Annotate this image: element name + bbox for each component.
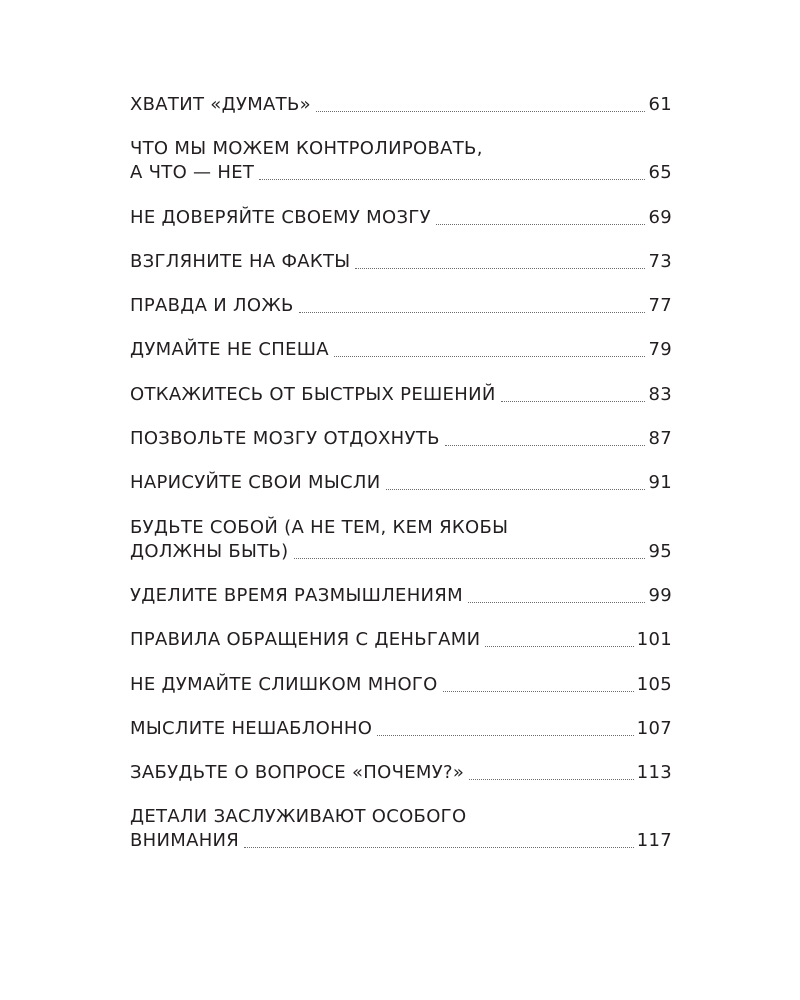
toc-entry-title: МЫСЛИТЕ НЕШАБЛОННО [130,717,373,739]
toc-entry[interactable] [130,471,672,495]
toc-page-number: 69 [648,206,672,228]
toc-entry-line [130,516,672,540]
toc-entry-title: ВНИМАНИЯ [130,830,240,852]
toc-entry-title: ЗАБУДЬТЕ О ВОПРОСЕ «ПОЧЕМУ?» [130,762,465,784]
dot-leader [501,401,646,402]
dot-leader [377,735,634,736]
dot-leader [334,356,646,357]
toc-entry-title: ВЗГЛЯНИТЕ НА ФАКТЫ [130,250,351,272]
toc-page-number: 87 [648,428,672,450]
toc-entry-line [130,250,672,274]
toc-entry-title: ДЕТАЛИ ЗАСЛУЖИВАЮТ ОСОБОГО [130,806,467,828]
toc-entry[interactable] [130,673,672,697]
toc-entry-line [130,93,672,117]
toc-page-number: 65 [648,162,672,184]
toc-entry-line [130,137,672,161]
toc-entry[interactable] [130,206,672,230]
dot-leader [443,691,634,692]
toc-entry-line [130,805,672,829]
dot-leader [299,312,646,313]
toc-entry-line [130,761,672,785]
toc-entry[interactable] [130,427,672,451]
toc-entry-line [130,471,672,495]
toc-entry[interactable] [130,761,672,785]
toc-entry-line [130,829,672,853]
dot-leader [316,111,646,112]
toc-page-number: 99 [648,584,672,606]
toc-entry-line [130,294,672,318]
toc-entry-line [130,584,672,608]
dot-leader [259,179,645,180]
toc-entry[interactable] [130,93,672,117]
toc-entry[interactable] [130,294,672,318]
toc-entry-line [130,717,672,741]
dot-leader [485,646,633,647]
toc-entry[interactable] [130,628,672,652]
dot-leader [436,224,646,225]
toc-entry-title: УДЕЛИТЕ ВРЕМЯ РАЗМЫШЛЕНИЯМ [130,584,463,606]
toc-entry-title: НАРИСУЙТЕ СВОИ МЫСЛИ [130,472,381,494]
toc-entry[interactable] [130,516,672,564]
toc-entry[interactable] [130,584,672,608]
toc-entry[interactable] [130,137,672,185]
toc-entry-line [130,338,672,362]
toc-entry-line [130,161,672,185]
table-of-contents [130,93,672,853]
toc-entry-line [130,540,672,564]
toc-page-number: 91 [648,472,672,494]
dot-leader [294,558,646,559]
toc-entry[interactable] [130,250,672,274]
toc-page-number: 83 [648,383,672,405]
toc-entry-line [130,383,672,407]
toc-page-number: 113 [636,762,672,784]
dot-leader [468,602,646,603]
toc-entry-title: НЕ ДУМАЙТЕ СЛИШКОМ МНОГО [130,673,438,695]
toc-entry-title: ЧТО МЫ МОЖЕМ КОНТРОЛИРОВАТЬ, [130,138,483,160]
toc-entry-title: А ЧТО — НЕТ [130,162,255,184]
toc-page-number: 101 [636,629,672,651]
toc-page-number: 95 [648,540,672,562]
toc-entry-title: ДОЛЖНЫ БЫТЬ) [130,540,289,562]
toc-entry-title: ДУМАЙТЕ НЕ СПЕША [130,339,329,361]
toc-entry-title: ОТКАЖИТЕСЬ ОТ БЫСТРЫХ РЕШЕНИЙ [130,383,496,405]
toc-entry[interactable] [130,338,672,362]
toc-entry-line [130,427,672,451]
dot-leader [469,779,634,780]
toc-entry[interactable] [130,805,672,853]
toc-entry-line [130,206,672,230]
dot-leader [355,268,645,269]
toc-entry[interactable] [130,383,672,407]
toc-page-number: 117 [636,830,672,852]
toc-page-number: 105 [636,673,672,695]
toc-entry-title: НЕ ДОВЕРЯЙТЕ СВОЕМУ МОЗГУ [130,206,431,228]
toc-entry-line [130,673,672,697]
dot-leader [445,445,646,446]
toc-page-number: 107 [636,717,672,739]
toc-entry-title: ПОЗВОЛЬТЕ МОЗГУ ОТДОХНУТЬ [130,428,440,450]
toc-entry-title: БУДЬТЕ СОБОЙ (А НЕ ТЕМ, КЕМ ЯКОБЫ [130,516,509,538]
toc-entry-line [130,628,672,652]
toc-page-number: 61 [648,94,672,115]
toc-page-number: 79 [648,339,672,361]
toc-entry-title: ПРАВДА И ЛОЖЬ [130,295,294,317]
dot-leader [386,489,646,490]
toc-entry[interactable] [130,717,672,741]
toc-page-number: 77 [648,295,672,317]
dot-leader [244,847,634,848]
toc-page-number: 73 [648,250,672,272]
toc-entry-title: ПРАВИЛА ОБРАЩЕНИЯ С ДЕНЬГАМИ [130,629,481,651]
toc-entry-title: ХВАТИТ «ДУМАТЬ» [130,94,311,115]
